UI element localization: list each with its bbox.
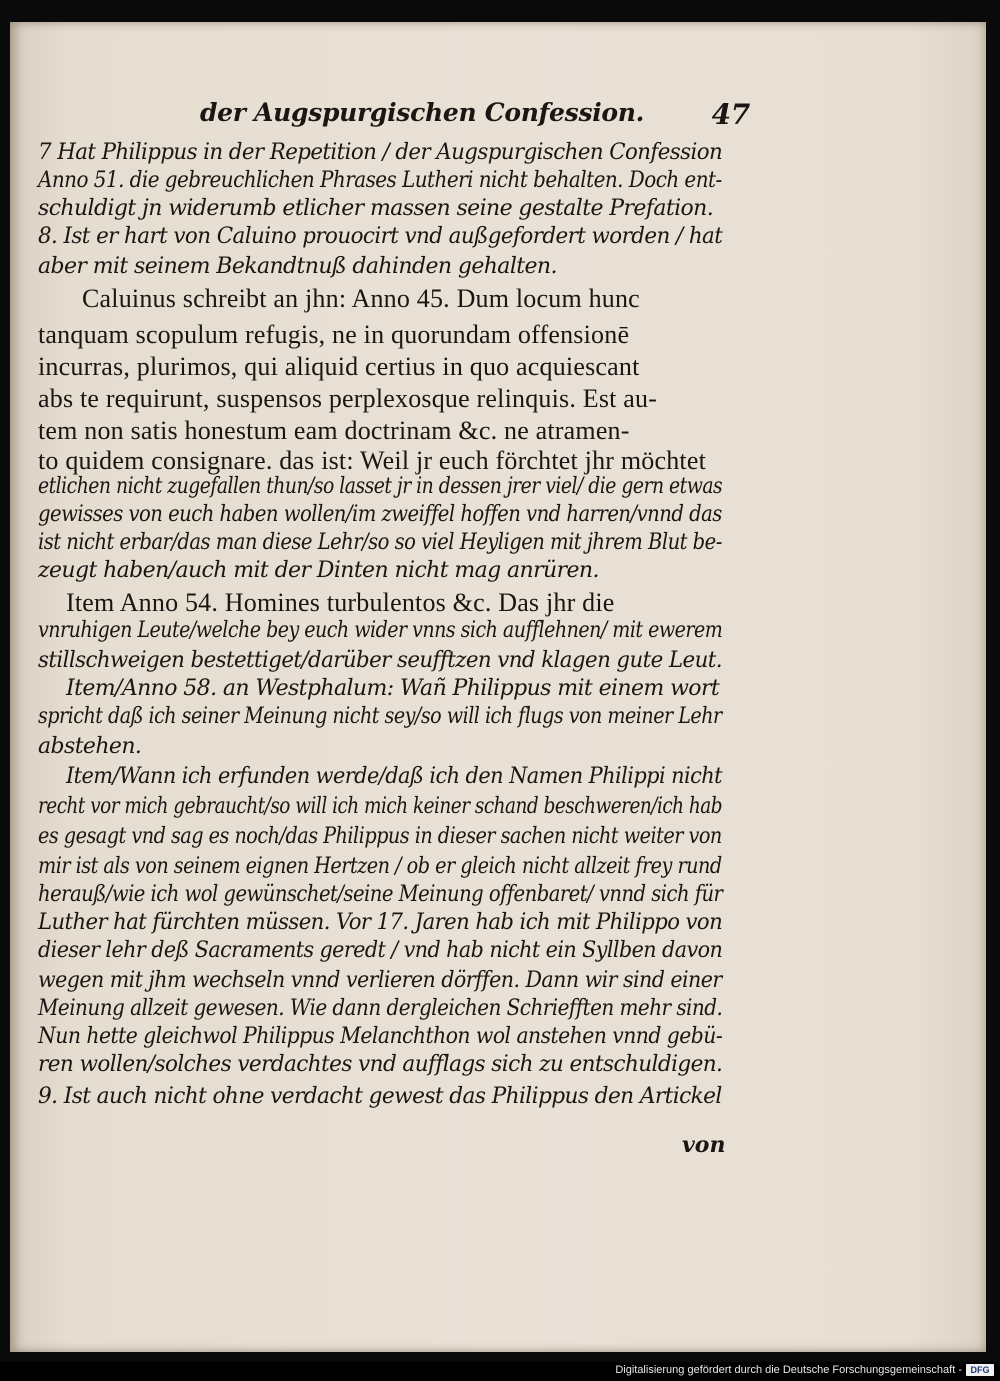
text-line: abstehen.: [38, 734, 142, 759]
text-line: ist nicht erbar/das man diese Lehr/so so viel Heyligen mit jhrem Blut be-: [38, 530, 722, 555]
funding-credit: Digitalisierung gefördert durch die Deutsche Forschungsgemeinschaft -: [615, 1364, 962, 1376]
page-number: 47: [711, 98, 750, 131]
text-line: to quidem consignare. das ist: Weil jr euch förchtet jhr möchtet: [38, 446, 706, 475]
running-head: [200, 92, 750, 132]
text-line: aber mit seinem Bekandtnuß dahinden gehalten.: [38, 254, 557, 279]
text-line: abs te requirunt, suspensos perplexosque relinquis. Est au-: [38, 384, 658, 413]
text-line: recht vor mich gebraucht/so will ich mich keiner schand beschweren/ich hab: [38, 794, 723, 819]
text-line: Item/Wann ich erfunden werde/daß ich den Namen Philippi nicht: [66, 764, 722, 789]
dfg-logo-icon: DFG: [966, 1364, 994, 1376]
text-line: wegen mit jhm wechseln vnnd verlieren dörffen. Dann wir sind einer: [38, 968, 722, 993]
text-line: Anno 51. die gebreuchlichen Phrases Lutheri nicht behalten. Doch ent-: [38, 168, 722, 193]
text-line: mir ist als von seinem eignen Hertzen / ob er gleich nicht allzeit frey rund: [38, 854, 722, 879]
text-line: spricht daß ich seiner Meinung nicht sey/so will ich flugs von meiner Lehr: [38, 704, 722, 729]
running-head-title: der Augspurgischen Confession.: [200, 98, 645, 127]
text-line: tem non satis honestum eam doctrinam &c. ne atramen-: [38, 416, 630, 445]
text-line: incurras, plurimos, qui aliquid certius in quo acquiescant: [38, 352, 640, 381]
text-line: Item/Anno 58. an Westphalum: Wañ Philippus mit einem wort: [66, 676, 720, 701]
footer: [615, 1363, 994, 1377]
text-line: zeugt haben/auch mit der Dinten nicht mag anrüren.: [38, 558, 599, 583]
text-line: herauß/wie ich wol gewünschet/seine Meinung offenbaret/ vnnd sich für: [38, 882, 723, 907]
text-line: Meinung allzeit gewesen. Wie dann dergleichen Schriefften mehr sind.: [38, 996, 723, 1021]
text-line: tanquam scopulum refugis, ne in quorundam offensionē: [38, 320, 630, 349]
text-line: Item Anno 54. Homines turbulentos &c. Das jhr die: [66, 588, 615, 617]
text-line: 7 Hat Philippus in der Repetition / der Augspurgischen Confession: [38, 140, 723, 165]
text-line: 9. Ist auch nicht ohne verdacht gewest das Philippus den Artickel: [38, 1084, 722, 1109]
text-line: Luther hat fürchten müssen. Vor 17. Jaren hab ich mit Philippo von: [38, 910, 723, 935]
text-line: es gesagt vnd sag es noch/das Philippus in dieser sachen nicht weiter von: [38, 824, 722, 849]
text-line: vnruhigen Leute/welche bey euch wider vnns sich aufflehnen/ mit ewerem: [38, 618, 723, 643]
text-line: Caluinus schreibt an jhn: Anno 45. Dum locum hunc: [82, 284, 640, 313]
text-line: ren wollen/solches verdachtes vnd aufflags sich zu entschuldigen.: [38, 1052, 723, 1077]
text-line: 8. Ist er hart von Caluino prouocirt vnd außgefordert worden / hat: [38, 224, 723, 249]
book-page: [10, 22, 986, 1352]
text-line: stillschweigen bestettiget/darüber seufftzen vnd klagen gute Leut.: [38, 648, 722, 673]
text-line: etlichen nicht zugefallen thun/so lasset jr in dessen jrer viel/ die gern etwas: [38, 474, 723, 499]
text-line: dieser lehr deß Sacraments geredt / vnd hab nicht ein Syllben davon: [38, 938, 723, 963]
catchword: von: [682, 1132, 726, 1158]
text-line: schuldigt jn widerumb etlicher massen seine gestalte Prefation.: [38, 196, 714, 221]
text-line: gewisses von euch haben wollen/im zweiffel hoffen vnd harren/vnnd das: [38, 502, 722, 527]
text-line: Nun hette gleichwol Philippus Melanchthon wol anstehen vnnd gebü-: [38, 1024, 723, 1049]
